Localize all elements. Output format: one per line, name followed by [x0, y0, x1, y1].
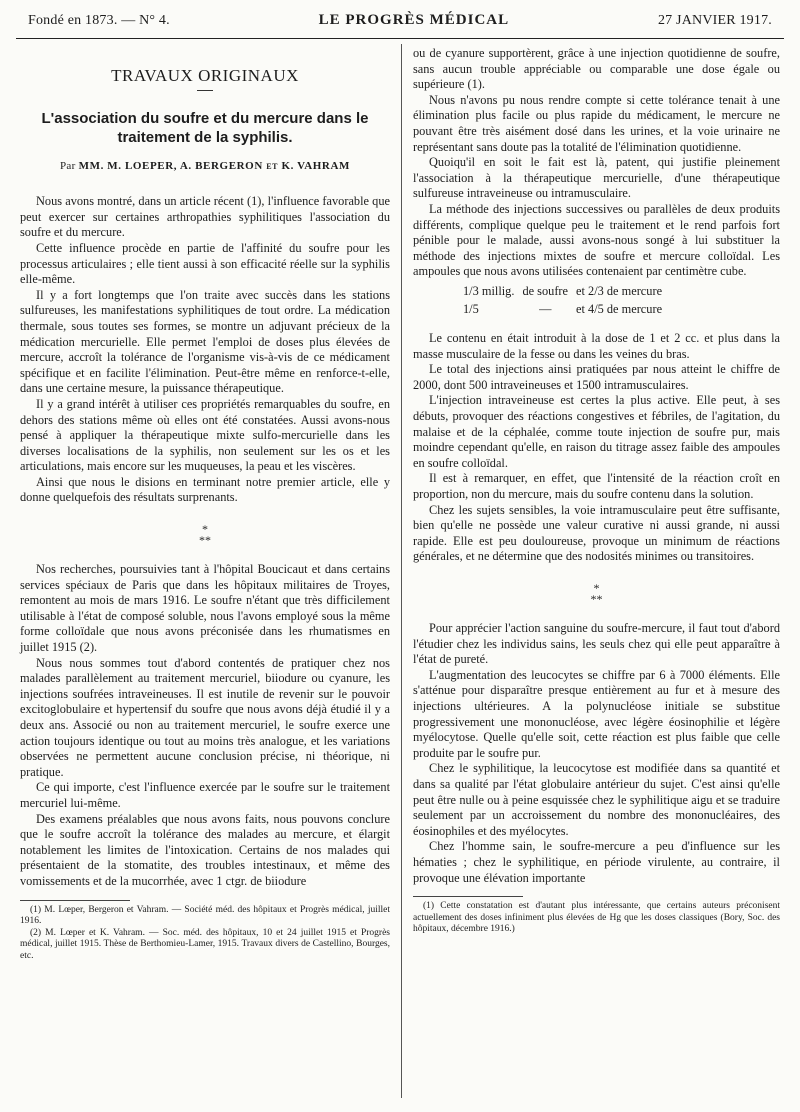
table-cell: —: [539, 301, 552, 316]
asterism: [20, 524, 390, 546]
asterism-top: *: [593, 581, 600, 595]
issue-info: Fondé en 1873. — N° 4.: [28, 13, 170, 28]
paragraph: ou de cyanure supportèrent, grâce à une injection quotidienne de soufre, sans aucun trouble appréciable ou comparable une dose égale ou supérieure (1).: [413, 46, 780, 92]
table-cell: 1/5: [463, 301, 479, 316]
footnote-rule: [20, 900, 130, 901]
issue-date: 27 JANVIER 1917.: [657, 13, 772, 28]
paragraph: Il est à remarquer, en effet, que l'intensité de la réaction croît en proportion, non du mercure, mais du soufre contenu dans la solution.: [413, 471, 780, 502]
paragraph: L'augmentation des leucocytes se chiffre par 6 à 7000 éléments. Elle s'atténue pour disparaître presque entièrement au fur et à mesure des injections ultérieures. A la polynucléose initiale se substitue progressivement une mononucléose, avec légère éosinophilie et légère myélocytose. Quelle qu'elle soit, cette réaction est plus faible que celle produite par le soufre pur.: [413, 667, 780, 760]
footnote-rule: [413, 896, 523, 897]
journal-title: LE PROGRÈS MÉDICAL: [318, 12, 510, 28]
column-divider: [401, 44, 402, 1098]
table-row: [463, 284, 668, 300]
left-column: [20, 46, 390, 962]
paragraph: Chez le syphilitique, la leucocytose est modifiée dans sa quantité et dans sa qualité par l'état globulaire antérieur du sujet. C'est ainsi qu'elle peut être nulle ou à peine esquissée chez le syphilitique aigu et se traduire seulement par un accroissement du nombre des mononucléaires, des éosinophiles et des myélocytes.: [413, 761, 780, 838]
paragraph: Pour apprécier l'action sanguine du soufre-mercure, il faut tout d'abord l'étudier chez les individus sains, les seuls chez qui elle peut apparaître à l'état de pureté.: [413, 621, 780, 667]
byline-prefix: Par: [59, 159, 76, 172]
table-cell: de soufre: [522, 283, 569, 298]
paragraph: Ce qui importe, c'est l'influence exercée par le soufre sur le traitement mercuriel lui-même.: [20, 780, 390, 810]
footnote: (1) M. Lœper, Bergeron et Vahram. — Société méd. des hôpitaux et Progrès médical, juillet 1916.: [20, 904, 390, 927]
footnotes: [413, 901, 780, 936]
right-column: [413, 46, 780, 936]
section-title: TRAVAUX ORIGINAUX: [111, 66, 299, 85]
byline-authors: MM. M. LOEPER, A. BERGERON et K. VAHRAM: [78, 159, 351, 172]
paragraph: Nous nous sommes tout d'abord contentés de pratiquer chez nos malades parallèlement au traitement mercuriel, biiodure ou cyanure, les injections soufrées intraveineuses. Il est inutile de revenir sur le pouvoir excitoglobulaire et hypertensif du soufre que nous avons déjà étudié il y a deux ans. Associé ou non au traitement mercuriel, le soufre exerce une action toujours identique ou tout au moins très analogue, et les variations observées ne permettent aucune conclusion précise, ni théorique, ni pratique.: [20, 655, 390, 779]
paragraph: Le contenu en était introduit à la dose de 1 et 2 cc. et plus dans la masse musculaire de la fesse ou dans les veines du bras.: [413, 331, 780, 361]
paragraph: Ainsi que nous le disions en terminant notre premier article, elle y donne quelquefois des résultats surprenants.: [20, 474, 390, 505]
title-rule: [197, 90, 213, 91]
paragraph: Le total des injections ainsi pratiquées par nous atteint le chiffre de 2000, dont 500 intraveineuses et 1500 intramusculaires.: [413, 362, 780, 392]
paragraph: Nos recherches, poursuivies tant à l'hôpital Boucicaut et dans certains services spéciaux de Paris que dans les hôpitaux militaires de Troyes, remontent au mois de mars 1916. Le soufre n'étant que très difficilement utilisable à l'état de composé soluble, nous l'avons employé sous la même forme colloïdale que nous avons préconisée dans les rhumatismes en juillet 1915 (2).: [20, 562, 390, 655]
paragraph: Nous avons montré, dans un article récent (1), l'influence favorable que peut exercer sur certaines arthropathies syphilitiques l'association du soufre et du mercure.: [20, 194, 390, 240]
dose-table: [461, 282, 670, 319]
asterism-top: *: [202, 522, 208, 537]
paragraph: Chez les sujets sensibles, la voie intramusculaire peut être suffisante, bien qu'elle ne possède une valeur curative ni aussi grande, ni aussi rapide. Elle est peu douloureuse, provoque un minimum de réactions générales, et ne détermine que des nodosités minimes ou transitoires.: [413, 502, 780, 564]
paragraph: Chez l'homme sain, le soufre-mercure a peu d'influence sur les hématies ; chez le syphilitique, en période virulente, au contraire, il provoque une élévation importante: [413, 839, 780, 885]
table-cell: et 4/5 de mercure: [576, 301, 663, 316]
running-header: [28, 12, 772, 36]
paragraph: Cette influence procède en partie de l'affinité du soufre pour les processus articulaires ; elle tient aussi à son efficacité réelle sur la syphilis elle-même.: [20, 240, 390, 287]
paragraph: Il y a grand intérêt à utiliser ces propriétés remarquables du soufre, en dehors des stations même où elles ont été constatées. Aussi avons-nous pensé à appliquer la thérapeutique mixte sulfo-mercurielle dans les diverses localisations de la syphilis, non seulement sur les os et les articulations, mais encore sur les muqueuses, la peau et les viscères.: [20, 396, 390, 474]
header-rule: [16, 38, 784, 39]
article-title: L'association du soufre et du mercure dans le traitement de la syphilis.: [41, 109, 369, 146]
footnotes: [20, 905, 390, 963]
footnote: (2) M. Lœper et K. Vahram. — Soc. méd. des hôpitaux, 10 et 24 juillet 1915 et Progrès médical, juillet 1915. Thèse de Berthomieu-Lamer, 1915. Travaux divers de Castellino, Bourges, etc.: [20, 927, 390, 961]
table-cell: 1/3 millig.: [463, 283, 515, 298]
table-cell: et 2/3 de mercure: [576, 283, 663, 298]
asterism-bottom: **: [199, 533, 211, 548]
paragraph: Quoiqu'il en soit le fait est là, patent, qui justifie pleinement l'association à la thérapeutique mercurielle, d'une thérapeutique sulfureuse intraveineuse ou intramusculaire.: [413, 155, 780, 201]
paragraph: La méthode des injections successives ou parallèles de deux produits différents, complique quelque peu le traitement et le rend parfois fort pénible pour le malade, aussi avons-nous songé à lui substituer la méthode des injections mixtes de soufre et mercure colloïdal. Les ampoules que nous avons utilisées contenaient par centimètre cube.: [413, 201, 780, 279]
table-row: [463, 302, 668, 318]
paragraph: Nous n'avons pu nous rendre compte si cette tolérance tenait à une élimination plus facile ou plus rapide du médicament, le mercure ne pouvant être très aisément dosé dans les urines, et la voie urinaire ne représentant sans doute pas la totalité de l'élimination quotidienne.: [413, 92, 780, 154]
asterism-bottom: **: [590, 592, 603, 606]
paragraph: Des examens préalables que nous avons faits, nous pouvons conclure que le soufre accroît la tolérance des malades au mercure, et élargit notablement les limites de l'intoxication. Certains de nos malades qui présentaient de la stomatite, des troubles intestinaux, et même des vomissements et de la mucorrhée, avec 1 ctgr. de biiodure: [20, 811, 390, 888]
paragraph: Il y a fort longtemps que l'on traite avec succès dans les stations sulfureuses, les manifestations syphilitiques de tout ordre. La médication thermale, sous toutes ses formes, se montre un adjuvant précieux de la médication mercurielle. Elle permet l'emploi de doses plus élevées de mercure, accroît la tolérance de l'organisme vis-à-vis de ce médicament spécifique et en facilite l'élimination. Peut-être même en renforce-t-elle, dans une certaine mesure, la puissance thérapeutique.: [20, 287, 390, 396]
asterism: [413, 583, 780, 605]
paragraph: L'injection intraveineuse est certes la plus active. Elle peut, à ses débuts, provoquer des réactions congestives et fébriles, de l'agitation, du malaise et de la céphalée, comme toute injection de soufre pur, mais moindre cependant qu'elle, en raison du titrage assez faible des ampoules en soufre colloïdal.: [413, 393, 780, 470]
footnote: (1) Cette constatation est d'autant plus intéressante, que certains auteurs préconisent actuellement des doses infiniment plus élevées de Hg que les doses classiques (Bory, Soc. des hôpitaux, décembre 1916.): [413, 901, 780, 935]
byline: [20, 159, 390, 175]
